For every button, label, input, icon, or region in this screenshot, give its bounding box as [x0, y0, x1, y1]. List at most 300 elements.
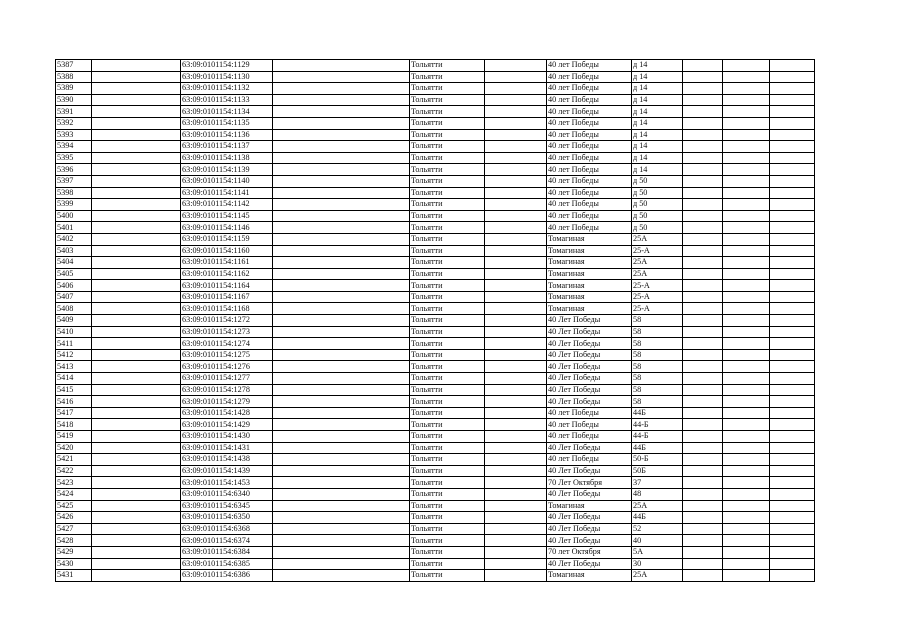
table-row	[56, 349, 815, 361]
empty-cell	[683, 384, 723, 396]
empty-cell	[770, 535, 815, 547]
empty-cell	[723, 546, 770, 558]
empty-cell	[770, 268, 815, 280]
house-cell: д 50	[632, 210, 683, 222]
empty-cell	[485, 280, 547, 292]
empty-cell	[92, 384, 181, 396]
street-cell: 40 лет Победы	[547, 129, 632, 141]
house-cell: д 14	[632, 117, 683, 129]
empty-cell	[683, 512, 723, 524]
city-cell: Тольятти	[410, 384, 485, 396]
empty-cell	[92, 442, 181, 454]
street-cell: 40 Лет Победы	[547, 396, 632, 408]
empty-cell	[92, 454, 181, 466]
house-cell: 58	[632, 384, 683, 396]
cadastral-number-cell: 63:09:0101154:1273	[181, 326, 273, 338]
empty-cell	[273, 326, 410, 338]
empty-cell	[723, 257, 770, 269]
house-cell: д 14	[632, 71, 683, 83]
empty-cell	[92, 373, 181, 385]
table-row	[56, 431, 815, 443]
empty-cell	[723, 373, 770, 385]
cadastral-number-cell: 63:09:0101154:1439	[181, 465, 273, 477]
empty-cell	[92, 546, 181, 558]
house-cell: д 14	[632, 94, 683, 106]
street-cell: 40 Лет Победы	[547, 349, 632, 361]
empty-cell	[723, 129, 770, 141]
empty-cell	[485, 465, 547, 477]
cadastral-number-cell: 63:09:0101154:1438	[181, 454, 273, 466]
cadastral-number-cell: 63:09:0101154:1139	[181, 164, 273, 176]
city-cell: Тольятти	[410, 338, 485, 350]
empty-cell	[92, 303, 181, 315]
empty-cell	[92, 500, 181, 512]
empty-cell	[485, 291, 547, 303]
empty-cell	[683, 291, 723, 303]
table-row	[56, 106, 815, 118]
empty-cell	[485, 94, 547, 106]
empty-cell	[485, 210, 547, 222]
empty-cell	[770, 361, 815, 373]
empty-cell	[683, 558, 723, 570]
empty-cell	[770, 546, 815, 558]
empty-cell	[485, 384, 547, 396]
empty-cell	[683, 117, 723, 129]
table-row	[56, 257, 815, 269]
house-cell: 44Б	[632, 442, 683, 454]
house-cell: 44Б	[632, 407, 683, 419]
row-number-cell: 5397	[56, 175, 92, 187]
house-cell: 58	[632, 396, 683, 408]
empty-cell	[273, 106, 410, 118]
empty-cell	[92, 291, 181, 303]
cadastral-number-cell: 63:09:0101154:1142	[181, 199, 273, 211]
street-cell: Томагиная	[547, 245, 632, 257]
empty-cell	[92, 257, 181, 269]
empty-cell	[485, 396, 547, 408]
empty-cell	[485, 60, 547, 72]
cadastral-number-cell: 63:09:0101154:6385	[181, 558, 273, 570]
empty-cell	[723, 454, 770, 466]
empty-cell	[92, 129, 181, 141]
empty-cell	[485, 558, 547, 570]
street-cell: 70 Лет Октября	[547, 477, 632, 489]
city-cell: Тольятти	[410, 117, 485, 129]
empty-cell	[770, 291, 815, 303]
empty-cell	[273, 164, 410, 176]
city-cell: Тольятти	[410, 222, 485, 234]
city-cell: Тольятти	[410, 257, 485, 269]
empty-cell	[683, 477, 723, 489]
house-cell: 25-А	[632, 303, 683, 315]
city-cell: Тольятти	[410, 268, 485, 280]
table-row	[56, 338, 815, 350]
empty-cell	[723, 512, 770, 524]
street-cell: 40 лет Победы	[547, 431, 632, 443]
street-cell: 40 лет Победы	[547, 141, 632, 153]
house-cell: д 50	[632, 199, 683, 211]
empty-cell	[770, 60, 815, 72]
empty-cell	[770, 164, 815, 176]
table-row	[56, 558, 815, 570]
empty-cell	[273, 546, 410, 558]
cadastral-number-cell: 63:09:0101154:1279	[181, 396, 273, 408]
row-number-cell: 5406	[56, 280, 92, 292]
empty-cell	[92, 407, 181, 419]
empty-cell	[723, 152, 770, 164]
city-cell: Тольятти	[410, 315, 485, 327]
street-cell: 40 лет Победы	[547, 175, 632, 187]
row-number-cell: 5396	[56, 164, 92, 176]
house-cell: 37	[632, 477, 683, 489]
empty-cell	[770, 83, 815, 95]
cadastral-number-cell: 63:09:0101154:1135	[181, 117, 273, 129]
empty-cell	[92, 233, 181, 245]
empty-cell	[683, 94, 723, 106]
empty-cell	[273, 477, 410, 489]
empty-cell	[273, 141, 410, 153]
empty-cell	[485, 83, 547, 95]
empty-cell	[683, 442, 723, 454]
city-cell: Тольятти	[410, 164, 485, 176]
street-cell: 40 Лет Победы	[547, 465, 632, 477]
cadastral-number-cell: 63:09:0101154:1278	[181, 384, 273, 396]
street-cell: 40 Лет Победы	[547, 326, 632, 338]
empty-cell	[273, 407, 410, 419]
cadastral-number-cell: 63:09:0101154:1160	[181, 245, 273, 257]
house-cell: 58	[632, 326, 683, 338]
cadastral-number-cell: 63:09:0101154:1161	[181, 257, 273, 269]
street-cell: 40 Лет Победы	[547, 488, 632, 500]
table-row	[56, 407, 815, 419]
empty-cell	[485, 361, 547, 373]
cadastral-number-cell: 63:09:0101154:1162	[181, 268, 273, 280]
empty-cell	[273, 384, 410, 396]
empty-cell	[683, 175, 723, 187]
house-cell: 25-А	[632, 245, 683, 257]
empty-cell	[770, 152, 815, 164]
table-row	[56, 361, 815, 373]
street-cell: 40 лет Победы	[547, 210, 632, 222]
empty-cell	[723, 187, 770, 199]
empty-cell	[770, 175, 815, 187]
cadastral-number-cell: 63:09:0101154:6350	[181, 512, 273, 524]
empty-cell	[683, 60, 723, 72]
house-cell: д 50	[632, 175, 683, 187]
empty-cell	[273, 465, 410, 477]
city-cell: Тольятти	[410, 488, 485, 500]
empty-cell	[273, 454, 410, 466]
street-cell: 40 лет Победы	[547, 199, 632, 211]
cadastral-number-cell: 63:09:0101154:6345	[181, 500, 273, 512]
city-cell: Тольятти	[410, 477, 485, 489]
empty-cell	[273, 222, 410, 234]
street-cell: Томагиная	[547, 268, 632, 280]
row-number-cell: 5421	[56, 454, 92, 466]
empty-cell	[683, 326, 723, 338]
empty-cell	[770, 523, 815, 535]
empty-cell	[485, 546, 547, 558]
empty-cell	[273, 535, 410, 547]
street-cell: 40 Лет Победы	[547, 523, 632, 535]
empty-cell	[485, 117, 547, 129]
house-cell: д 14	[632, 152, 683, 164]
row-number-cell: 5402	[56, 233, 92, 245]
row-number-cell: 5398	[56, 187, 92, 199]
house-cell: 25А	[632, 570, 683, 582]
city-cell: Тольятти	[410, 233, 485, 245]
table-row	[56, 384, 815, 396]
empty-cell	[273, 523, 410, 535]
city-cell: Тольятти	[410, 129, 485, 141]
city-cell: Тольятти	[410, 106, 485, 118]
city-cell: Тольятти	[410, 442, 485, 454]
empty-cell	[723, 535, 770, 547]
street-cell: 40 Лет Победы	[547, 315, 632, 327]
street-cell: 40 лет Победы	[547, 94, 632, 106]
empty-cell	[723, 523, 770, 535]
empty-cell	[273, 152, 410, 164]
street-cell: 40 Лет Победы	[547, 373, 632, 385]
empty-cell	[485, 152, 547, 164]
empty-cell	[723, 117, 770, 129]
empty-cell	[92, 187, 181, 199]
empty-cell	[683, 361, 723, 373]
city-cell: Тольятти	[410, 187, 485, 199]
empty-cell	[485, 431, 547, 443]
empty-cell	[92, 199, 181, 211]
empty-cell	[92, 477, 181, 489]
empty-cell	[683, 431, 723, 443]
street-cell: Томагиная	[547, 291, 632, 303]
empty-cell	[273, 500, 410, 512]
empty-cell	[723, 488, 770, 500]
empty-cell	[92, 558, 181, 570]
empty-cell	[770, 326, 815, 338]
row-number-cell: 5389	[56, 83, 92, 95]
empty-cell	[273, 361, 410, 373]
city-cell: Тольятти	[410, 407, 485, 419]
empty-cell	[485, 303, 547, 315]
table-row	[56, 546, 815, 558]
empty-cell	[92, 141, 181, 153]
house-cell: д 14	[632, 141, 683, 153]
empty-cell	[723, 407, 770, 419]
cadastral-number-cell: 63:09:0101154:1453	[181, 477, 273, 489]
cadastral-number-cell: 63:09:0101154:6386	[181, 570, 273, 582]
empty-cell	[770, 488, 815, 500]
empty-cell	[683, 454, 723, 466]
empty-cell	[770, 257, 815, 269]
empty-cell	[273, 233, 410, 245]
street-cell: 40 Лет Победы	[547, 384, 632, 396]
cadastral-number-cell: 63:09:0101154:1429	[181, 419, 273, 431]
empty-cell	[723, 349, 770, 361]
cadastral-number-cell: 63:09:0101154:1129	[181, 60, 273, 72]
empty-cell	[770, 431, 815, 443]
row-number-cell: 5405	[56, 268, 92, 280]
empty-cell	[92, 245, 181, 257]
empty-cell	[92, 71, 181, 83]
row-number-cell: 5392	[56, 117, 92, 129]
cadastral-number-cell: 63:09:0101154:1272	[181, 315, 273, 327]
house-cell: 25А	[632, 257, 683, 269]
row-number-cell: 5391	[56, 106, 92, 118]
street-cell: 40 лет Победы	[547, 83, 632, 95]
table-row	[56, 442, 815, 454]
row-number-cell: 5430	[56, 558, 92, 570]
empty-cell	[723, 384, 770, 396]
house-cell: д 14	[632, 83, 683, 95]
empty-cell	[485, 326, 547, 338]
street-cell: 40 Лет Победы	[547, 442, 632, 454]
row-number-cell: 5404	[56, 257, 92, 269]
house-cell: 50-Б	[632, 454, 683, 466]
empty-cell	[92, 419, 181, 431]
empty-cell	[683, 210, 723, 222]
street-cell: 40 лет Победы	[547, 106, 632, 118]
empty-cell	[683, 222, 723, 234]
empty-cell	[770, 303, 815, 315]
house-cell: 58	[632, 349, 683, 361]
table-row	[56, 245, 815, 257]
empty-cell	[485, 419, 547, 431]
row-number-cell: 5393	[56, 129, 92, 141]
empty-cell	[92, 83, 181, 95]
street-cell: Томагиная	[547, 303, 632, 315]
empty-cell	[683, 465, 723, 477]
empty-cell	[92, 570, 181, 582]
row-number-cell: 5424	[56, 488, 92, 500]
empty-cell	[92, 268, 181, 280]
empty-cell	[92, 512, 181, 524]
cadastral-number-cell: 63:09:0101154:1277	[181, 373, 273, 385]
empty-cell	[92, 315, 181, 327]
cadastral-number-cell: 63:09:0101154:1130	[181, 71, 273, 83]
house-cell: 58	[632, 361, 683, 373]
table-row	[56, 500, 815, 512]
empty-cell	[273, 245, 410, 257]
street-cell: Томагиная	[547, 257, 632, 269]
empty-cell	[770, 419, 815, 431]
empty-cell	[273, 94, 410, 106]
table-row	[56, 535, 815, 547]
empty-cell	[770, 315, 815, 327]
house-cell: 5А	[632, 546, 683, 558]
row-number-cell: 5403	[56, 245, 92, 257]
cadastral-number-cell: 63:09:0101154:1136	[181, 129, 273, 141]
empty-cell	[485, 512, 547, 524]
house-cell: 25А	[632, 233, 683, 245]
table-row	[56, 268, 815, 280]
empty-cell	[723, 396, 770, 408]
city-cell: Тольятти	[410, 141, 485, 153]
empty-cell	[273, 268, 410, 280]
empty-cell	[723, 106, 770, 118]
empty-cell	[723, 83, 770, 95]
empty-cell	[92, 60, 181, 72]
empty-cell	[485, 233, 547, 245]
empty-cell	[723, 222, 770, 234]
empty-cell	[273, 83, 410, 95]
empty-cell	[683, 488, 723, 500]
empty-cell	[273, 291, 410, 303]
cadastral-number-cell: 63:09:0101154:1137	[181, 141, 273, 153]
house-cell: д 50	[632, 222, 683, 234]
city-cell: Тольятти	[410, 558, 485, 570]
empty-cell	[485, 570, 547, 582]
empty-cell	[770, 117, 815, 129]
city-cell: Тольятти	[410, 373, 485, 385]
street-cell: 40 лет Победы	[547, 60, 632, 72]
row-number-cell: 5426	[56, 512, 92, 524]
row-number-cell: 5418	[56, 419, 92, 431]
empty-cell	[723, 303, 770, 315]
cadastral-number-cell: 63:09:0101154:6368	[181, 523, 273, 535]
city-cell: Тольятти	[410, 94, 485, 106]
empty-cell	[723, 175, 770, 187]
row-number-cell: 5399	[56, 199, 92, 211]
empty-cell	[92, 152, 181, 164]
empty-cell	[485, 373, 547, 385]
empty-cell	[770, 94, 815, 106]
empty-cell	[770, 338, 815, 350]
empty-cell	[485, 268, 547, 280]
empty-cell	[683, 164, 723, 176]
empty-cell	[485, 199, 547, 211]
city-cell: Тольятти	[410, 396, 485, 408]
empty-cell	[723, 477, 770, 489]
empty-cell	[723, 71, 770, 83]
empty-cell	[485, 71, 547, 83]
street-cell: 40 Лет Победы	[547, 512, 632, 524]
street-cell: 40 Лет Победы	[547, 558, 632, 570]
empty-cell	[485, 535, 547, 547]
empty-cell	[273, 558, 410, 570]
street-cell: 40 лет Победы	[547, 222, 632, 234]
empty-cell	[683, 83, 723, 95]
city-cell: Тольятти	[410, 71, 485, 83]
cadastral-number-cell: 63:09:0101154:1428	[181, 407, 273, 419]
row-number-cell: 5427	[56, 523, 92, 535]
city-cell: Тольятти	[410, 512, 485, 524]
city-cell: Тольятти	[410, 210, 485, 222]
street-cell: 40 лет Победы	[547, 407, 632, 419]
city-cell: Тольятти	[410, 419, 485, 431]
cadastral-number-cell: 63:09:0101154:6340	[181, 488, 273, 500]
empty-cell	[92, 431, 181, 443]
empty-cell	[92, 326, 181, 338]
empty-cell	[485, 442, 547, 454]
empty-cell	[683, 268, 723, 280]
empty-cell	[485, 187, 547, 199]
empty-cell	[723, 141, 770, 153]
empty-cell	[92, 106, 181, 118]
empty-cell	[273, 280, 410, 292]
empty-cell	[273, 488, 410, 500]
house-cell: 52	[632, 523, 683, 535]
table-row	[56, 373, 815, 385]
row-number-cell: 5414	[56, 373, 92, 385]
empty-cell	[92, 338, 181, 350]
empty-cell	[723, 199, 770, 211]
street-cell: 70 лет Октября	[547, 546, 632, 558]
empty-cell	[485, 175, 547, 187]
empty-cell	[485, 257, 547, 269]
table-row	[56, 454, 815, 466]
city-cell: Тольятти	[410, 326, 485, 338]
empty-cell	[723, 268, 770, 280]
